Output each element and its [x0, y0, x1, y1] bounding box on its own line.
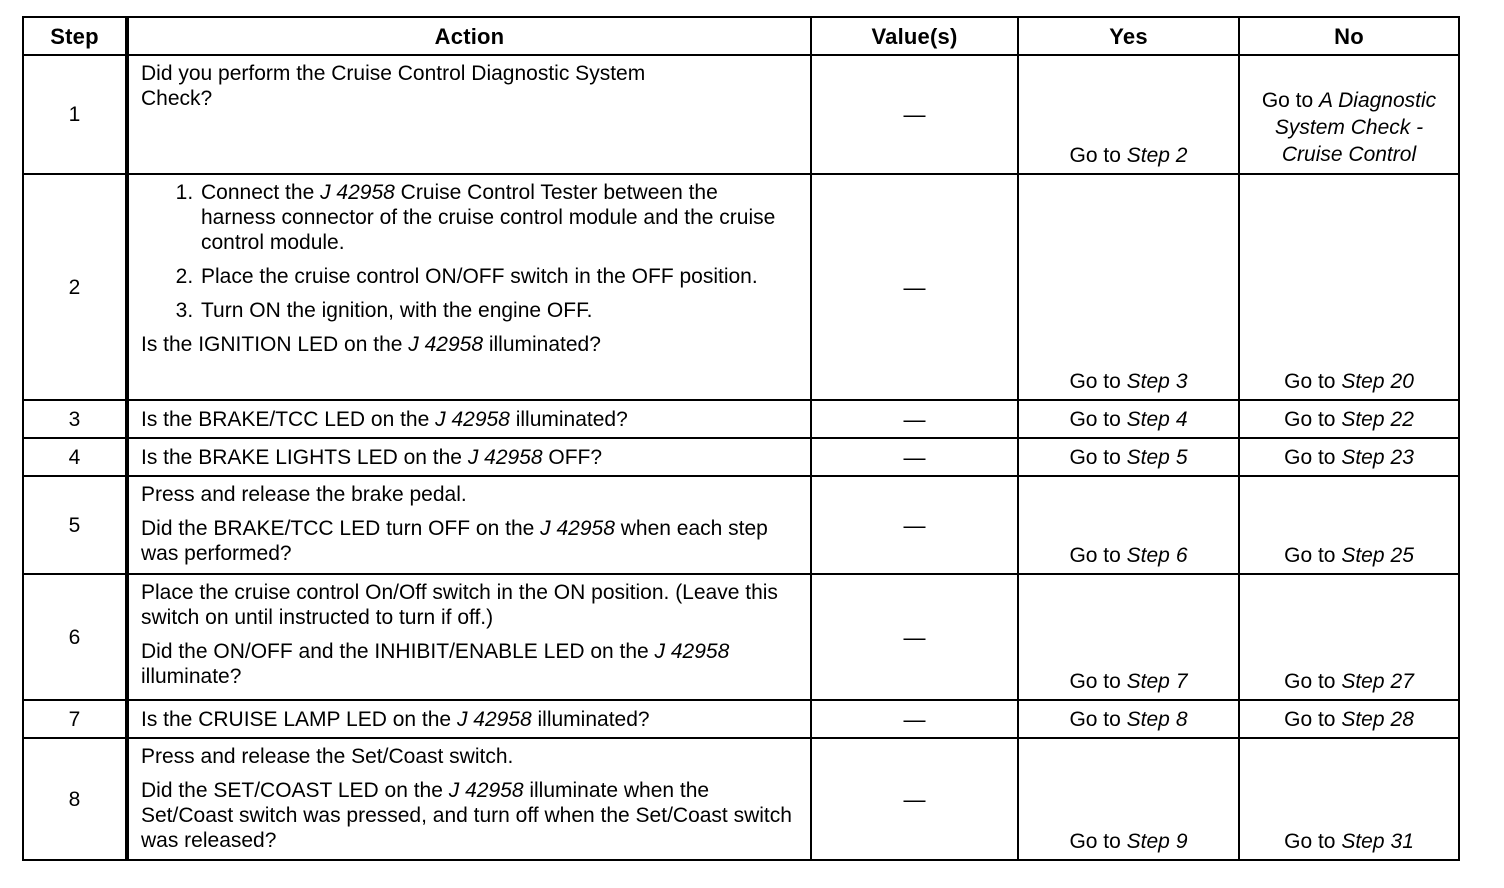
- table-row: [23, 738, 1459, 860]
- value-text: —: [903, 624, 926, 650]
- table-row: [23, 400, 1459, 438]
- procedure-item: 1. Connect the J 42958 Cruise Control Tester between the harness connector of the cruise control module and the cruise control module.: [199, 180, 798, 255]
- procedure-item: 3. Turn ON the ignition, with the engine OFF.: [199, 298, 798, 323]
- yes-cell: [1018, 574, 1239, 700]
- action-question: Is the IGNITION LED on the J 42958 illuminated?: [141, 333, 601, 356]
- action-question: Did the ON/OFF and the INHIBIT/ENABLE LED on the J 42958 illuminate?: [141, 640, 730, 688]
- no-go-to: Go to: [1284, 544, 1336, 567]
- step-number: 4: [23, 438, 127, 476]
- no-step-link[interactable]: Step 25: [1341, 544, 1414, 567]
- yes-cell: [1018, 438, 1239, 476]
- diagnostic-table: [22, 16, 1460, 861]
- yes-go-to: Go to: [1069, 370, 1121, 393]
- tool-name: J 42958: [448, 779, 524, 802]
- yes-go-to: Go to: [1069, 670, 1121, 693]
- action-cell: [127, 174, 811, 400]
- no-cell: [1239, 438, 1459, 476]
- yes-cell: [1018, 55, 1239, 174]
- no-go-to: Go to: [1284, 407, 1336, 431]
- diagnostic-table-container: [22, 16, 1458, 861]
- yes-step-link[interactable]: Step 4: [1126, 407, 1188, 431]
- no-step-link[interactable]: Step 22: [1341, 407, 1414, 431]
- action-cell: [127, 738, 811, 860]
- no-go-to: Go to: [1261, 89, 1314, 112]
- action-text: Did you perform the Cruise Control Diagnostic System Check?: [141, 62, 646, 110]
- action-cell: [127, 55, 811, 174]
- no-step-link[interactable]: Step 31: [1341, 830, 1414, 853]
- value-cell: [811, 476, 1018, 574]
- no-step-link[interactable]: Step 23: [1341, 445, 1414, 469]
- action-cell: [127, 574, 811, 700]
- value-cell: [811, 174, 1018, 400]
- yes-go-to: Go to: [1069, 544, 1121, 567]
- yes-go-to: Go to: [1069, 144, 1121, 167]
- value-cell: [811, 438, 1018, 476]
- header-step: Step: [23, 17, 127, 55]
- no-go-to: Go to: [1284, 370, 1336, 393]
- tool-name: J 42958: [654, 640, 730, 663]
- value-text: —: [903, 274, 926, 300]
- tool-name: J 42958: [467, 445, 543, 469]
- action-question: Did the BRAKE/TCC LED turn OFF on the J 42958 when each step was performed?: [141, 517, 768, 565]
- header-action: Action: [127, 17, 811, 55]
- value-cell: [811, 574, 1018, 700]
- no-go-to: Go to: [1284, 707, 1336, 731]
- tool-name: J 42958: [456, 707, 532, 731]
- step-number: 8: [23, 738, 127, 860]
- step-number: 1: [23, 55, 127, 174]
- no-cell: [1239, 476, 1459, 574]
- yes-step-link[interactable]: Step 2: [1126, 144, 1188, 167]
- no-step-link[interactable]: Step 27: [1341, 670, 1414, 693]
- yes-go-to: Go to: [1069, 445, 1121, 469]
- action-cell: Is the BRAKE/TCC LED on the J 42958 illuminated?: [127, 400, 811, 438]
- value-cell: [811, 55, 1018, 174]
- yes-cell: [1018, 700, 1239, 738]
- yes-step-link[interactable]: Step 8: [1126, 707, 1188, 731]
- value-text: —: [903, 406, 926, 432]
- procedure-list: [141, 180, 798, 323]
- no-step-link[interactable]: Step 20: [1341, 370, 1414, 393]
- no-cell: [1239, 738, 1459, 860]
- yes-step-link[interactable]: Step 5: [1126, 445, 1188, 469]
- step-number: 7: [23, 700, 127, 738]
- yes-go-to: Go to: [1069, 407, 1121, 431]
- no-step-link[interactable]: Step 28: [1341, 707, 1414, 731]
- header-values: Value(s): [811, 17, 1018, 55]
- no-go-to: Go to: [1284, 830, 1336, 853]
- no-cell: [1239, 700, 1459, 738]
- table-row: [23, 55, 1459, 174]
- step-number: 2: [23, 174, 127, 400]
- yes-cell: [1018, 174, 1239, 400]
- value-text: —: [903, 444, 926, 470]
- no-go-to: Go to: [1284, 445, 1336, 469]
- table-header-row: [23, 17, 1459, 55]
- value-text: —: [903, 786, 926, 812]
- action-cell: Is the BRAKE LIGHTS LED on the J 42958 OFF?: [127, 438, 811, 476]
- yes-step-link[interactable]: Step 6: [1126, 544, 1188, 567]
- yes-go-to: Go to: [1069, 830, 1121, 853]
- yes-cell: [1018, 738, 1239, 860]
- value-cell: [811, 400, 1018, 438]
- no-cell: [1239, 400, 1459, 438]
- action-cell: [127, 476, 811, 574]
- action-instruction: Place the cruise control On/Off switch in the ON position. (Leave this switch on until instructed to turn if off.): [141, 581, 778, 629]
- yes-cell: [1018, 476, 1239, 574]
- yes-step-link[interactable]: Step 7: [1126, 670, 1188, 693]
- procedure-item: 2. Place the cruise control ON/OFF switch in the OFF position.: [199, 264, 798, 289]
- value-text: —: [903, 512, 926, 538]
- table-row: [23, 574, 1459, 700]
- table-row: [23, 438, 1459, 476]
- no-cell: [1239, 174, 1459, 400]
- header-yes: Yes: [1018, 17, 1239, 55]
- no-go-to: Go to: [1284, 670, 1336, 693]
- value-cell: [811, 700, 1018, 738]
- value-text: —: [903, 102, 926, 127]
- yes-step-link[interactable]: Step 3: [1126, 370, 1188, 393]
- value-cell: [811, 738, 1018, 860]
- no-diagnostic-link[interactable]: A Diagnostic System Check - Cruise Control: [1274, 89, 1437, 166]
- yes-go-to: Go to: [1069, 707, 1121, 731]
- table-row: [23, 476, 1459, 574]
- action-cell: Is the CRUISE LAMP LED on the J 42958 illuminated?: [127, 700, 811, 738]
- step-number: 6: [23, 574, 127, 700]
- yes-cell: [1018, 400, 1239, 438]
- no-cell: [1239, 574, 1459, 700]
- step-number: 3: [23, 400, 127, 438]
- tool-name: J 42958: [435, 407, 510, 431]
- tool-name: J 42958: [320, 181, 395, 204]
- tool-name: J 42958: [540, 517, 615, 540]
- no-cell: [1239, 55, 1459, 174]
- action-instruction: Press and release the Set/Coast switch.: [141, 745, 514, 768]
- yes-step-link[interactable]: Step 9: [1126, 830, 1188, 853]
- action-question: Did the SET/COAST LED on the J 42958 illuminate when the Set/Coast switch was pressed, and turn off when the Set/Coast switch was released?: [141, 779, 792, 852]
- table-row: [23, 700, 1459, 738]
- value-text: —: [903, 706, 926, 732]
- step-number: 5: [23, 476, 127, 574]
- action-instruction: Press and release the brake pedal.: [141, 483, 467, 506]
- tool-name: J 42958: [408, 333, 484, 356]
- table-row: [23, 174, 1459, 400]
- header-no: No: [1239, 17, 1459, 55]
